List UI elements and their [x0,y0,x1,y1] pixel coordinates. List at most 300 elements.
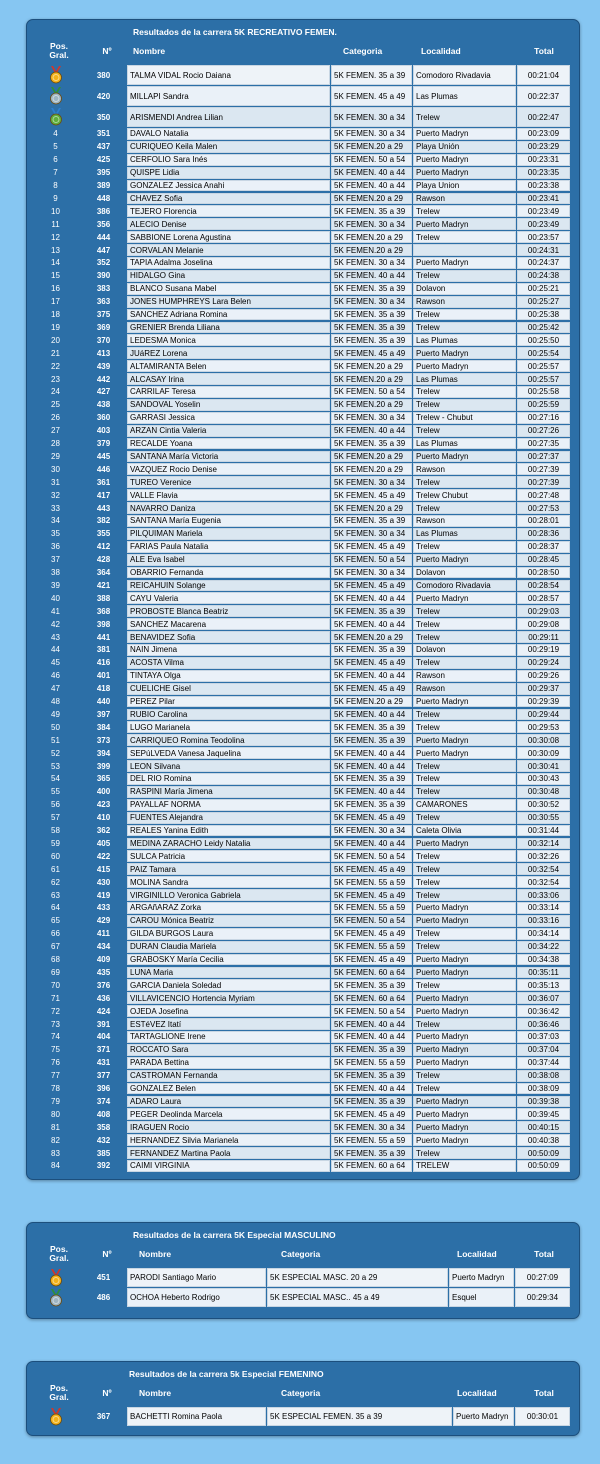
total-time-cell: 00:37:44 [517,1057,570,1069]
position-cell: 21 [51,348,60,358]
locality-cell: Trelew [413,618,516,630]
category-cell: 5K FEMEN.20 a 29 [331,463,412,475]
position-cell: 75 [51,1045,60,1055]
position-cell: 46 [51,671,60,681]
table-title: Resultados de la carrera 5K Especial MASCULINO [133,1230,336,1240]
category-cell: 5K FEMEN. 45 a 49 [331,812,412,824]
locality-cell: Trelew [413,425,516,437]
bib-number-cell: 425 [96,155,111,165]
total-time-cell: 00:29:26 [517,670,570,682]
locality-cell: Rawson [413,515,516,527]
total-time-cell: 00:33:06 [517,889,570,901]
locality-cell: Puerto Madryn [413,1121,516,1133]
total-time-cell: 00:25:57 [517,373,570,385]
total-time-cell: 00:21:04 [517,65,570,85]
locality-cell: Puerto Madryn [413,696,516,708]
table-row [31,696,575,709]
category-cell: 5K FEMEN. 35 a 39 [331,1096,412,1108]
total-time-cell: 00:35:11 [517,967,570,979]
category-cell: 5K FEMEN. 35 a 39 [331,322,412,334]
bib-number-cell: 379 [96,439,111,449]
table-row [31,928,575,941]
bib-number-cell: 360 [96,413,111,423]
runner-name-cell: SANCHEZ Adriana Romina [127,309,330,321]
total-time-cell: 00:27:39 [517,476,570,488]
total-time-cell: 00:36:42 [517,1005,570,1017]
table-row [31,773,575,786]
bib-number-cell: 352 [96,258,111,268]
table-row [31,1044,575,1057]
total-time-cell: 00:28:37 [517,541,570,553]
bib-number-cell: 386 [96,206,111,216]
total-time-cell: 00:30:55 [517,812,570,824]
locality-cell: Puerto Madryn [413,554,516,566]
category-cell: 5K FEMEN.20 a 29 [331,451,412,463]
table-row [31,296,575,309]
total-time-cell: 00:27:53 [517,502,570,514]
bib-number-cell: 361 [96,477,111,487]
category-cell: 5K FEMEN. 40 a 44 [331,1018,412,1030]
category-cell: 5K FEMEN. 30 a 34 [331,825,412,837]
locality-cell: Puerto Madryn [413,915,516,927]
table-row [31,334,575,347]
table-row [31,1108,575,1121]
category-cell: 5K FEMEN.20 a 29 [331,193,412,205]
table-row [31,799,575,812]
locality-cell: Rawson [413,683,516,695]
locality-cell: Caleta Olivia [413,825,516,837]
total-time-cell: 00:50:09 [517,1160,570,1172]
table-row [31,967,575,980]
table-row [31,657,575,670]
category-cell: 5K ESPECIAL MASC.. 45 a 49 [267,1288,448,1307]
table-row [31,463,575,476]
total-time-cell: 00:23:49 [517,218,570,230]
runner-name-cell: MILLAPI Sandra [127,86,330,106]
table-row [31,786,575,799]
table-row [31,838,575,851]
header-name: Nombre [139,1249,172,1259]
bib-number-cell: 422 [96,851,111,861]
category-cell: 5K FEMEN.20 a 29 [331,696,412,708]
runner-name-cell: PARADA Bettina [127,1057,330,1069]
total-time-cell: 00:23:09 [517,128,570,140]
total-time-cell: 00:25:42 [517,322,570,334]
table-row [31,1070,575,1083]
runner-name-cell: ALCASAY Irina [127,373,330,385]
category-cell: 5K FEMEN. 30 a 34 [331,412,412,424]
position-cell: 60 [51,851,60,861]
locality-cell: Playa Union [413,180,516,192]
locality-cell: Trelew [413,1018,516,1030]
position-cell: 35 [51,529,60,539]
results-table-recreativo [26,19,580,1180]
position-cell: 49 [51,709,60,719]
total-time-cell: 00:25:27 [517,296,570,308]
table-title: Resultados de la carrera 5k Especial FEMENINO [129,1369,324,1379]
bib-number-cell: 424 [96,1006,111,1016]
bib-number-cell: 446 [96,464,111,474]
runner-name-cell: SANDOVAL Yoselin [127,399,330,411]
total-time-cell: 00:31:44 [517,825,570,837]
total-time-cell: 00:28:45 [517,554,570,566]
category-cell: 5K FEMEN.20 a 29 [331,360,412,372]
table-row [31,863,575,876]
bronze-medal-icon [31,107,80,127]
total-time-cell: 00:29:44 [517,709,570,721]
runner-name-cell: SEPúLVEDA Vanesa Jaquelina [127,747,330,759]
total-time-cell: 00:30:52 [517,799,570,811]
category-cell: 5K FEMEN. 35 a 39 [331,309,412,321]
bib-number-cell: 368 [96,606,111,616]
position-cell: 62 [51,877,60,887]
runner-name-cell: SANCHEZ Macarena [127,618,330,630]
category-cell: 5K FEMEN. 40 a 44 [331,838,412,850]
table-row [31,554,575,567]
table-row [31,812,575,825]
table-row [31,1083,575,1096]
position-cell: 50 [51,722,60,732]
bib-number-cell: 363 [96,297,111,307]
locality-cell: Puerto Madryn [413,1057,516,1069]
locality-cell: Puerto Madryn [453,1407,514,1426]
total-time-cell: 00:50:09 [517,1147,570,1159]
table-title: Resultados de la carrera 5K RECREATIVO FEMEN. [133,27,337,37]
locality-cell: Trelew [413,270,516,282]
total-time-cell: 00:29:03 [517,605,570,617]
locality-cell: Trelew [413,1147,516,1159]
table-row [31,1407,575,1427]
table-row [31,889,575,902]
category-cell: 5K FEMEN. 40 a 44 [331,1031,412,1043]
category-cell: 5K FEMEN.20 a 29 [331,141,412,153]
bib-number-cell: 417 [96,490,111,500]
total-time-cell: 00:30:43 [517,773,570,785]
header-pos: Pos. Gral. [49,1383,69,1402]
category-cell: 5K FEMEN. 50 a 54 [331,850,412,862]
category-cell: 5K FEMEN. 40 a 44 [331,180,412,192]
runner-name-cell: VAZQUEZ Rocio Denise [127,463,330,475]
runner-name-cell: IRAGUEN Rocio [127,1121,330,1133]
category-cell: 5K ESPECIAL MASC. 20 a 29 [267,1268,448,1287]
category-cell: 5K FEMEN.20 a 29 [331,373,412,385]
locality-cell: Puerto Madryn [413,1005,516,1017]
category-cell: 5K FEMEN. 30 a 34 [331,567,412,579]
category-cell: 5K FEMEN. 40 a 44 [331,760,412,772]
total-time-cell: 00:30:48 [517,786,570,798]
category-cell: 5K ESPECIAL FEMEN. 35 a 39 [267,1407,452,1426]
bib-number-cell: 375 [96,310,111,320]
runner-name-cell: TEJERO Florencia [127,205,330,217]
locality-cell: Puerto Madryn [413,1044,516,1056]
locality-cell: Las Plumas [413,334,516,346]
runner-name-cell: CASTROMAN Fernanda [127,1070,330,1082]
category-cell: 5K FEMEN. 55 a 59 [331,1057,412,1069]
table-row [31,1005,575,1018]
table-row [31,218,575,231]
total-time-cell: 00:27:09 [515,1268,570,1287]
runner-name-cell: CAROU Mónica Beatriz [127,915,330,927]
bib-number-cell: 374 [96,1096,111,1106]
runner-name-cell: VIRGINILLO Veronica Gabriela [127,889,330,901]
total-time-cell: 00:32:54 [517,863,570,875]
table-row [31,180,575,193]
bib-number-cell: 418 [96,684,111,694]
position-cell: 52 [51,748,60,758]
position-cell: 76 [51,1058,60,1068]
locality-cell: Las Plumas [413,528,516,540]
locality-cell: Puerto Madryn [413,734,516,746]
gold-medal-icon [31,1268,80,1287]
total-time-cell: 00:28:54 [517,580,570,592]
position-cell: 44 [51,645,60,655]
runner-name-cell: CARRILAF Teresa [127,386,330,398]
total-time-cell: 00:27:37 [517,451,570,463]
total-time-cell: 00:24:31 [517,244,570,256]
position-cell: 22 [51,361,60,371]
table-row [31,257,575,270]
locality-cell: Dolavon [413,567,516,579]
runner-name-cell: CAIMI VIRGINIA [127,1160,330,1172]
locality-cell: Las Plumas [413,86,516,106]
table-row [31,825,575,838]
locality-cell: Trelew [413,231,516,243]
runner-name-cell: GARCIA Daniela Soledad [127,979,330,991]
runner-name-cell: ALECIO Denise [127,218,330,230]
category-cell: 5K FEMEN. 40 a 44 [331,425,412,437]
bib-number-cell: 371 [96,1045,111,1055]
table-row [31,915,575,928]
runner-name-cell: PAYALLAF NORMA [127,799,330,811]
total-time-cell: 00:32:14 [517,838,570,850]
category-cell: 5K FEMEN. 45 a 49 [331,347,412,359]
category-cell: 5K FEMEN. 35 a 39 [331,205,412,217]
runner-name-cell: LUGO Marianela [127,721,330,733]
position-cell: 28 [51,439,60,449]
bib-number-cell: 415 [96,864,111,874]
total-time-cell: 00:37:04 [517,1044,570,1056]
category-cell: 5K FEMEN. 40 a 44 [331,167,412,179]
header-locality: Localidad [457,1388,497,1398]
locality-cell: Puerto Madryn [413,451,516,463]
runner-name-cell: TINTAYA Olga [127,670,330,682]
bib-number-cell: 486 [96,1293,111,1302]
table-row [31,902,575,915]
locality-cell: Trelew [413,631,516,643]
table-row [31,154,575,167]
category-cell: 5K FEMEN. 30 a 34 [331,107,412,127]
total-time-cell: 00:24:37 [517,257,570,269]
category-cell: 5K FEMEN. 30 a 34 [331,1121,412,1133]
bib-number-cell: 447 [96,245,111,255]
position-cell: 23 [51,374,60,384]
position-cell: 72 [51,1006,60,1016]
position-cell: 24 [51,387,60,397]
position-cell: 16 [51,284,60,294]
table-row [31,167,575,180]
runner-name-cell: PARODI Santiago Mario [127,1268,266,1287]
category-cell: 5K FEMEN. 30 a 34 [331,257,412,269]
bib-number-cell: 388 [96,593,111,603]
runner-name-cell: LEON Silvana [127,760,330,772]
runner-name-cell: ALE Eva Isabel [127,554,330,566]
table-row [31,347,575,360]
bib-number-cell: 431 [96,1058,111,1068]
runner-name-cell: REICAHUIN Solange [127,580,330,592]
results-table-especial-femenino [26,1361,580,1436]
table-row [31,309,575,322]
runner-name-cell: PAIZ Tamara [127,863,330,875]
category-cell: 5K FEMEN. 35 a 39 [331,1044,412,1056]
header-category: Categoria [343,46,383,56]
table-row [31,412,575,425]
position-cell: 40 [51,593,60,603]
position-cell: 43 [51,632,60,642]
position-cell: 68 [51,955,60,965]
position-cell: 15 [51,271,60,281]
position-cell: 64 [51,903,60,913]
table-row [31,205,575,218]
total-time-cell: 00:24:38 [517,270,570,282]
table-row [31,734,575,747]
total-time-cell: 00:25:50 [517,334,570,346]
locality-cell: Dolavon [413,283,516,295]
runner-name-cell: RECALDE Yoana [127,438,330,450]
runner-name-cell: GRABOSKY María Cecilia [127,954,330,966]
total-time-cell: 00:29:11 [517,631,570,643]
position-cell: 31 [51,477,60,487]
locality-cell: Puerto Madryn [413,360,516,372]
table-row [31,86,575,107]
table-row [31,541,575,554]
runner-name-cell: CUELICHE Gisel [127,683,330,695]
category-cell: 5K FEMEN. 40 a 44 [331,670,412,682]
category-cell: 5K FEMEN.20 a 29 [331,399,412,411]
bib-number-cell: 409 [96,955,111,965]
total-time-cell: 00:36:07 [517,992,570,1004]
total-time-cell: 00:35:13 [517,979,570,991]
position-cell: 42 [51,619,60,629]
table-row [31,592,575,605]
category-cell: 5K FEMEN. 45 a 49 [331,1108,412,1120]
total-time-cell: 00:27:16 [517,412,570,424]
category-cell: 5K FEMEN. 45 a 49 [331,86,412,106]
bib-number-cell: 427 [96,387,111,397]
table-row [31,605,575,618]
category-cell: 5K FEMEN. 35 a 39 [331,734,412,746]
total-time-cell: 00:27:26 [517,425,570,437]
gold-medal-icon [31,65,80,85]
bib-number-cell: 430 [96,877,111,887]
table-row [31,451,575,464]
bib-number-cell: 370 [96,335,111,345]
total-time-cell: 00:28:50 [517,567,570,579]
header-locality: Localidad [457,1249,497,1259]
bib-number-cell: 401 [96,671,111,681]
locality-cell: Puerto Madryn [449,1268,514,1287]
locality-cell: Puerto Madryn [413,128,516,140]
position-cell: 39 [51,580,60,590]
table-row [31,360,575,373]
position-cell: 17 [51,297,60,307]
position-cell: 57 [51,813,60,823]
position-cell: 14 [51,258,60,268]
header-total: Total [534,1249,554,1259]
locality-cell: Trelew [413,786,516,798]
total-time-cell: 00:28:57 [517,592,570,604]
category-cell: 5K FEMEN. 30 a 34 [331,528,412,540]
bib-number-cell: 381 [96,645,111,655]
locality-cell: Rawson [413,463,516,475]
locality-cell: Puerto Madryn [413,838,516,850]
locality-cell: Rawson [413,296,516,308]
locality-cell: Trelew [413,928,516,940]
position-cell: 78 [51,1084,60,1094]
position-cell: 19 [51,322,60,332]
table-row [31,425,575,438]
category-cell: 5K FEMEN. 60 a 64 [331,992,412,1004]
runner-name-cell: CERFOLIO Sara Inés [127,154,330,166]
total-time-cell: 00:39:38 [517,1096,570,1108]
table-row [31,386,575,399]
category-cell: 5K FEMEN. 55 a 59 [331,902,412,914]
position-cell: 48 [51,697,60,707]
table-row [31,322,575,335]
runner-name-cell: ADARO Laura [127,1096,330,1108]
table-row [31,1121,575,1134]
bib-number-cell: 367 [96,1412,111,1421]
bib-number-cell: 384 [96,722,111,732]
runner-name-cell: CHAVEZ Sofia [127,193,330,205]
total-time-cell: 00:34:38 [517,954,570,966]
bib-number-cell: 399 [96,761,111,771]
runner-name-cell: BENAVIDEZ Sofia [127,631,330,643]
bib-number-cell: 377 [96,1071,111,1081]
position-cell: 36 [51,542,60,552]
header-pos: Pos. Gral. [49,41,69,60]
table-row [31,644,575,657]
table-row [31,709,575,722]
category-cell: 5K FEMEN.20 a 29 [331,231,412,243]
header-locality: Localidad [421,46,461,56]
category-cell: 5K FEMEN. 35 a 39 [331,773,412,785]
bib-number-cell: 429 [96,916,111,926]
runner-name-cell: ESTéVEZ Itatí [127,1018,330,1030]
header-category: Categoria [281,1249,321,1259]
bib-number-cell: 428 [96,555,111,565]
bib-number-cell: 443 [96,503,111,513]
bib-number-cell: 423 [96,800,111,810]
category-cell: 5K FEMEN. 40 a 44 [331,709,412,721]
total-time-cell: 00:30:01 [515,1407,570,1426]
total-time-cell: 00:25:57 [517,360,570,372]
locality-cell: Puerto Madryn [413,967,516,979]
category-cell: 5K FEMEN. 60 a 64 [331,1160,412,1172]
table-row [31,502,575,515]
runner-name-cell: FARIAS Paula Natalia [127,541,330,553]
runner-name-cell: SULCA Patricia [127,850,330,862]
runner-name-cell: ACOSTA Vilma [127,657,330,669]
table-row [31,876,575,889]
runner-name-cell: OCHOA Heberto Rodrigo [127,1288,266,1307]
bib-number-cell: 355 [96,529,111,539]
position-cell: 71 [51,993,60,1003]
runner-name-cell: OBARRIO Fernanda [127,567,330,579]
locality-cell: Trelew [413,876,516,888]
locality-cell: Puerto Madryn [413,1096,516,1108]
runner-name-cell: PILQUIMAN Mariela [127,528,330,540]
position-cell: 56 [51,800,60,810]
